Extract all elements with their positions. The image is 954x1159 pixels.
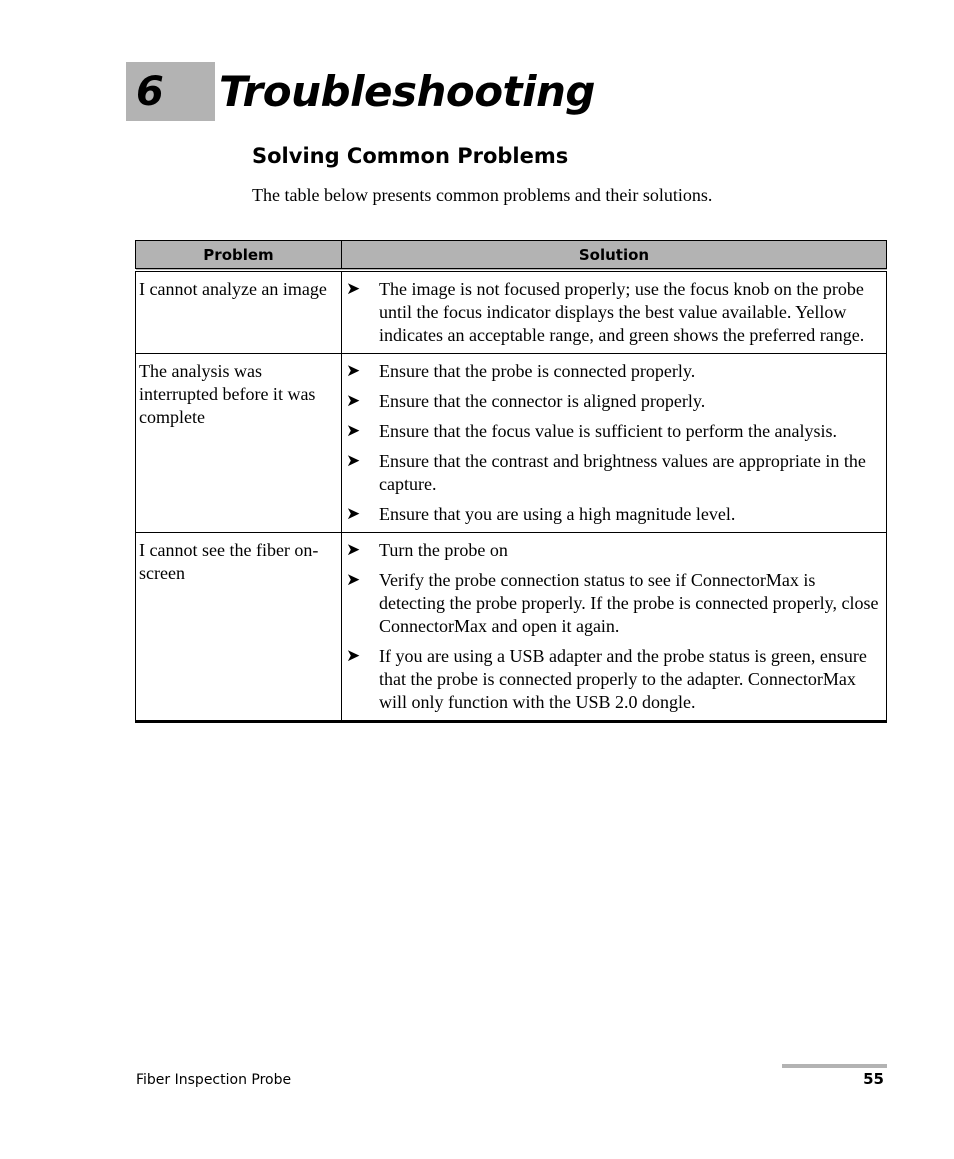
solution-cell	[342, 270, 887, 354]
solution-text: Verify the probe connection status to see if ConnectorMax is detecting the probe properly. If the probe is connected properly, close ConnectorMax and open it again.	[379, 570, 879, 636]
section-title: Solving Common Problems	[252, 144, 569, 168]
solution-item	[346, 645, 880, 714]
solution-item	[346, 420, 880, 443]
problem-cell: I cannot see the fiber on-screen	[136, 533, 342, 722]
arrowhead-bullet-icon: ➤	[346, 361, 361, 381]
solution-item	[346, 503, 880, 526]
arrowhead-bullet-icon: ➤	[346, 279, 361, 299]
footer-rule	[782, 1064, 887, 1068]
problem-cell: I cannot analyze an image	[136, 270, 342, 354]
solution-item	[346, 539, 880, 562]
solution-text: Ensure that the probe is connected properly.	[379, 361, 696, 381]
footer-document-title: Fiber Inspection Probe	[136, 1072, 292, 1088]
solution-text: Ensure that the contrast and brightness values are appropriate in the capture.	[379, 451, 866, 494]
solution-text: The image is not focused properly; use the focus knob on the probe until the focus indicator displays the best value available. Yellow indicates an acceptable range, and green shows the preferred range.	[379, 279, 865, 345]
arrowhead-bullet-icon: ➤	[346, 391, 361, 411]
solution-text: Turn the probe on	[379, 540, 508, 560]
solution-item	[346, 278, 880, 347]
table-header-row	[136, 241, 887, 271]
solution-item	[346, 569, 880, 638]
chapter-number: 6	[136, 69, 164, 115]
arrowhead-bullet-icon: ➤	[346, 540, 361, 560]
arrowhead-bullet-icon: ➤	[346, 504, 361, 524]
solution-list	[346, 360, 880, 526]
table-row	[136, 354, 887, 533]
arrowhead-bullet-icon: ➤	[346, 646, 361, 666]
table-row	[136, 270, 887, 354]
problem-cell: The analysis was interrupted before it was complete	[136, 354, 342, 533]
intro-paragraph: The table below presents common problems and their solutions.	[252, 185, 713, 205]
solution-cell	[342, 354, 887, 533]
arrowhead-bullet-icon: ➤	[346, 451, 361, 471]
chapter-title: Troubleshooting	[219, 67, 595, 116]
solution-item	[346, 450, 880, 496]
problem-column-header: Problem	[136, 241, 342, 271]
solution-item	[346, 360, 880, 383]
solution-text: Ensure that you are using a high magnitude level.	[379, 504, 736, 524]
solution-text: Ensure that the focus value is sufficient to perform the analysis.	[379, 421, 838, 441]
solution-list	[346, 278, 880, 347]
troubleshooting-table	[135, 240, 887, 723]
solution-item	[346, 390, 880, 413]
solution-column-header: Solution	[342, 241, 887, 271]
page-number: 55	[863, 1070, 884, 1088]
solution-text: Ensure that the connector is aligned properly.	[379, 391, 706, 411]
table-row	[136, 533, 887, 722]
solution-cell	[342, 533, 887, 722]
arrowhead-bullet-icon: ➤	[346, 421, 361, 441]
solution-list	[346, 539, 880, 714]
arrowhead-bullet-icon: ➤	[346, 570, 361, 590]
solution-text: If you are using a USB adapter and the probe status is green, ensure that the probe is connected properly to the adapter. ConnectorMax will only function with the USB 2.0 dongle.	[379, 646, 867, 712]
